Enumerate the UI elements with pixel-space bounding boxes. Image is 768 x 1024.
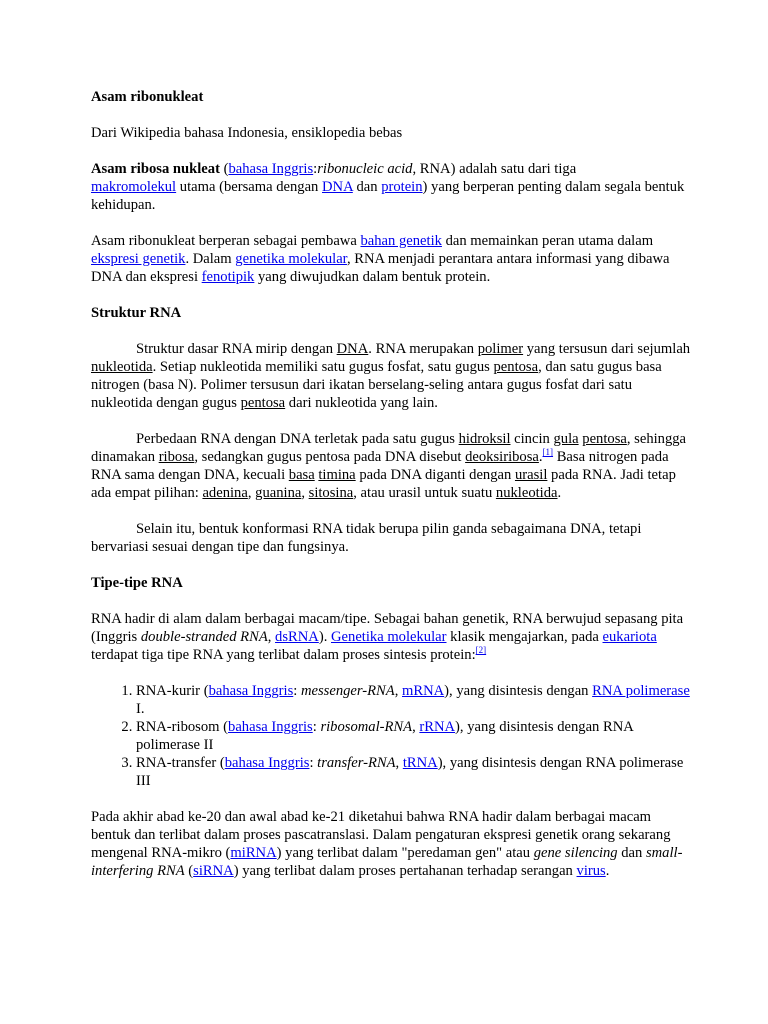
tipe-paragraph-2: Pada akhir abad ke-20 dan awal abad ke-21 diketahui bahwa RNA hadir dalam berbagai macam bentuk dan terlibat dalam proses pascatranslasi. Dalam pengaturan ekspresi genetik orang sekarang mengenal RNA-mikro (miRNA) yang terlibat dalam "peredaman gen" atau gene silencing dan small-interfering RNA (siRNA) yang terlibat dalam proses pertahanan terhadap serangan virus.	[91, 809, 683, 879]
heading-tipe: Tipe-tipe RNA	[91, 575, 183, 591]
link-sirna[interactable]: siRNA	[193, 863, 234, 879]
link-dna-2[interactable]: DNA	[336, 341, 369, 357]
link-adenina[interactable]: adenina	[202, 485, 248, 501]
link-trna[interactable]: tRNA	[402, 755, 438, 771]
link-genetika-molekular[interactable]: genetika molekular	[235, 251, 347, 267]
link-bahan-genetik[interactable]: bahan genetik	[360, 233, 442, 249]
struktur-paragraph-3: Selain itu, bentuk konformasi RNA tidak berupa pilin ganda sebagaimana DNA, tetapi bervariasi sesuai dengan tipe dan fungsinya.	[91, 521, 642, 555]
link-makromolekul[interactable]: makromolekul	[91, 179, 177, 195]
link-virus[interactable]: virus	[576, 863, 606, 879]
link-guanina[interactable]: guanina	[255, 485, 302, 501]
link-hidroksil[interactable]: hidroksil	[458, 431, 511, 447]
page-title: Asam ribonukleat	[91, 89, 204, 105]
link-pentosa-3[interactable]: pentosa	[582, 431, 627, 447]
list-item: 3. RNA-transfer (bahasa Inggris: transfer-RNA, tRNA), yang disintesis dengan RNA polimerase III	[136, 754, 691, 790]
heading-struktur: Struktur RNA	[91, 305, 182, 321]
tipe-paragraph-1: RNA hadir di alam dalam berbagai macam/tipe. Sebagai bahan genetik, RNA berwujud sepasang pita (Inggris double-stranded RNA, dsRNA). Genetika molekular klasik mengajarkan, pada eukariota terdapat tiga tipe RNA yang terlibat dalam proses sintesis protein:[2]	[91, 611, 684, 663]
link-ekspresi-genetik[interactable]: ekspresi genetik	[91, 251, 186, 267]
link-protein[interactable]: protein	[381, 179, 423, 195]
link-mirna[interactable]: miRNA	[230, 845, 277, 861]
link-eukariota[interactable]: eukariota	[602, 629, 657, 645]
struktur-paragraph-1: Struktur dasar RNA mirip dengan DNA. RNA merupakan polimer yang tersusun dari sejumlah nukleotida. Setiap nukleotida memiliki satu gugus fosfat, satu gugus pentosa, dan satu gugus basa nitrogen (basa N). Polimer tersusun dari ikatan berselang-seling antara gugus fosfat dari satu nukleotida dengan gugus pentosa dari nukleotida yang lain.	[91, 341, 691, 411]
link-ribosa[interactable]: ribosa	[158, 449, 195, 465]
role-paragraph: Asam ribonukleat berperan sebagai pembawa bahan genetik dan memainkan peran utama dalam ekspresi genetik. Dalam genetika molekular, RNA menjadi perantara antara informasi yang dibawa DNA dan ekspresi fenotipik yang diwujudkan dalam bentuk protein.	[91, 233, 670, 285]
rna-types-list	[91, 682, 691, 790]
link-dna[interactable]: DNA	[322, 179, 353, 195]
link-nukleotida[interactable]: nukleotida	[91, 359, 153, 375]
link-nukleotida-2[interactable]: nukleotida	[495, 485, 558, 501]
link-bahasa-inggris-4[interactable]: bahasa Inggris	[224, 755, 310, 771]
link-mrna[interactable]: mRNA	[402, 683, 445, 699]
link-rrna[interactable]: rRNA	[419, 719, 456, 735]
link-timina[interactable]: timina	[318, 467, 356, 483]
link-pentosa[interactable]: pentosa	[493, 359, 539, 375]
link-basa[interactable]: basa	[288, 467, 315, 483]
list-item: 2. RNA-ribosom (bahasa Inggris: ribosomal-RNA, rRNA), yang disintesis dengan RNA polimerase II	[136, 718, 691, 754]
link-polimer[interactable]: polimer	[477, 341, 524, 357]
source-line: Dari Wikipedia bahasa Indonesia, ensiklopedia bebas	[91, 125, 403, 141]
struktur-paragraph-2: Perbedaan RNA dengan DNA terletak pada satu gugus hidroksil cincin gula pentosa, sehingga dinamakan ribosa, sedangkan gugus pentosa pada DNA disebut deoksiribosa.[1] Basa nitrogen pada RNA sama dengan DNA, kecuali basa timina pada DNA diganti dengan urasil pada RNA. Jadi tetap ada empat pilihan: adenina, guanina, sitosina, atau urasil untuk suatu nukleotida.	[91, 431, 687, 501]
link-pentosa-2[interactable]: pentosa	[240, 395, 286, 411]
reference-2[interactable]: [2]	[475, 645, 487, 655]
link-genetika-molekular-2[interactable]: Genetika molekular	[331, 629, 447, 645]
link-dsrna[interactable]: dsRNA	[275, 629, 319, 645]
link-deoksiribosa[interactable]: deoksiribosa	[465, 449, 539, 465]
term: Asam ribosa nukleat	[91, 161, 220, 177]
link-urasil[interactable]: urasil	[514, 467, 548, 483]
intro-paragraph: Asam ribosa nukleat (bahasa Inggris:ribonucleic acid, RNA) adalah satu dari tiga makromolekul utama (bersama dengan DNA dan protein) yang berperan penting dalam segala bentuk kehidupan.	[91, 161, 685, 213]
link-gula[interactable]: gula	[553, 431, 579, 447]
link-sitosina[interactable]: sitosina	[308, 485, 354, 501]
link-rna-polimerase[interactable]: RNA polimerase	[592, 683, 690, 699]
link-bahasa-inggris-3[interactable]: bahasa Inggris	[228, 719, 313, 735]
link-bahasa-inggris-2[interactable]: bahasa Inggris	[208, 683, 294, 699]
reference-1[interactable]: [1]	[542, 447, 554, 457]
link-fenotipik[interactable]: fenotipik	[201, 269, 255, 285]
list-item: 1. RNA-kurir (bahasa Inggris: messenger-RNA, mRNA), yang disintesis dengan RNA polimerase I.	[136, 682, 691, 718]
article	[91, 88, 691, 880]
link-bahasa-inggris[interactable]: bahasa Inggris	[228, 161, 314, 177]
